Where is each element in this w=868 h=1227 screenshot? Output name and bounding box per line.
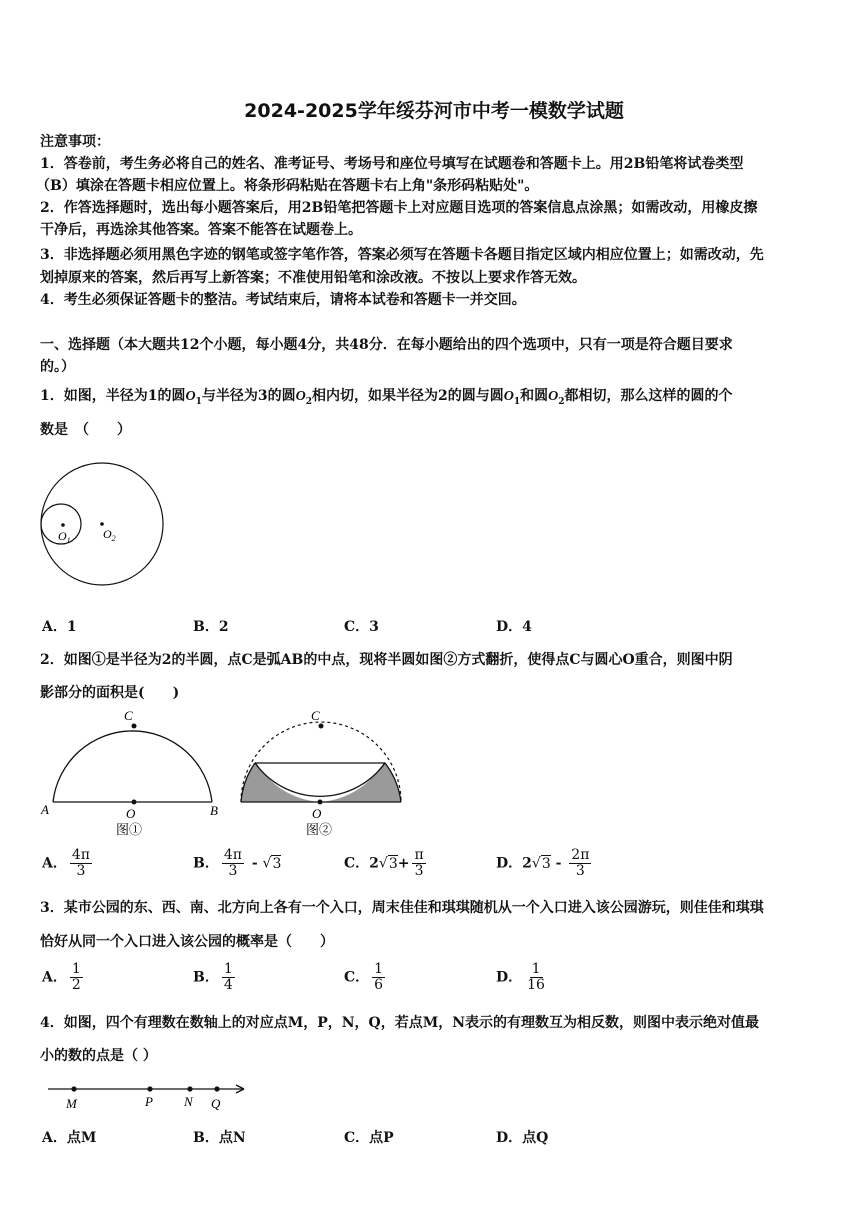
center-o2 <box>100 522 104 526</box>
question-2-text-cont: 影部分的面积是( ) <box>40 685 180 701</box>
question-3-text: 3．某市公园的东、西、南、北方向上各有一个入口，周末佳佳和琪琪随机从一个入口进入该公园游玩，则佳佳和琪琪 <box>40 900 764 916</box>
q1-option-b: B．2 <box>193 619 229 635</box>
svg-text:B: B <box>210 803 218 818</box>
q2-option-a: A． $\frac{4\pi}{3}$ <box>42 847 90 879</box>
question-2-figure <box>38 706 408 844</box>
label-m: M <box>66 1096 77 1111</box>
label-n: N <box>184 1094 193 1109</box>
point-p <box>147 1086 152 1091</box>
q3-option-d: D． $\frac{1}{16}$ <box>496 961 545 993</box>
notice-line: 干净后，再选涂其他答案。答案不能答在试题卷上。 <box>40 222 362 238</box>
question-1-text: 1．如图，半径为1的圆$O_1$与半径为3的圆$O_2$相内切，如果半径为2的圆与圆$O_1$和圆$O_2$都相切，那么这样的圆的个 <box>40 388 733 407</box>
q4-option-a: A．点M <box>42 1130 97 1146</box>
question-4-text: 4．如图，四个有理数在数轴上的对应点M，P，N，Q，若点M，N表示的有理数互为相反数，则图中表示绝对值最 <box>40 1015 760 1031</box>
section-heading: 一、选择题（本大题共12个小题，每小题4分，共48分．在每小题给出的四个选项中，只有一项是符合题目要求 <box>40 337 733 353</box>
notice-line: （B）填涂在答题卡相应位置上。将条形码粘贴在答题卡右上角"条形码粘贴处"。 <box>36 178 539 194</box>
q1-option-c: C．3 <box>344 619 379 635</box>
q4-option-b: B．点N <box>193 1130 246 1146</box>
label-o2: $O_2$ <box>103 527 116 543</box>
notice-line: 划掉原来的答案，然后再写上新答案；不准使用铅笔和涂改液。不按以上要求作答无效。 <box>40 270 586 286</box>
figure-2 <box>241 708 401 837</box>
notice-line: 1．答卷前，考生务必将自己的姓名、准考证号、考场号和座位号填写在试题卷和答题卡上。用2B铅笔将试卷类型 <box>40 156 744 172</box>
q1-option-d: D．4 <box>496 619 532 635</box>
q2-option-b: B． $\frac{4\pi}{3}$ - √3 <box>193 847 282 879</box>
notice-line: 4．考生必须保证答题卡的整洁。考试结束后，请将本试卷和答题卡一并交回。 <box>40 292 526 308</box>
center-o1 <box>61 523 65 527</box>
point-m <box>71 1086 76 1091</box>
section-heading-cont: 的。） <box>40 359 75 375</box>
svg-text:A: A <box>41 802 49 817</box>
notice-heading: 注意事项： <box>40 134 110 150</box>
svg-text:图①: 图① <box>116 822 143 837</box>
question-2-text: 2．如图①是半径为2的半圆，点C是弧AB的中点，现将半圆如图②方式翻折，使得点C与圆心O重合，则图中阴 <box>40 652 733 668</box>
q1-option-a: A．1 <box>42 619 77 635</box>
label-q: Q <box>211 1096 221 1111</box>
q2-option-c: C．2√3+ $\frac{\pi}{3}$ <box>344 847 424 879</box>
svg-text:图②: 图② <box>306 822 333 837</box>
label-p: P <box>145 1094 153 1109</box>
q4-option-d: D．点Q <box>496 1130 549 1146</box>
question-4-text-cont: 小的数的点是（ ） <box>40 1048 157 1064</box>
question-1-figure <box>36 458 170 592</box>
svg-text:O: O <box>312 806 322 821</box>
q3-option-b: B． $\frac{1}{4}$ <box>193 961 233 993</box>
question-1-text-cont: 数是 （ ） <box>40 422 131 438</box>
point-n <box>187 1086 192 1091</box>
notice-line: 2．作答选择题时，选出每小题答案后，用2B铅笔把答题卡上对应题目选项的答案信息点涂黑；如需改动，用橡皮擦 <box>40 200 758 216</box>
q3-option-a: A． $\frac{1}{2}$ <box>42 961 81 993</box>
page-title: 2024-2025学年绥芬河市中考一模数学试题 <box>244 100 624 122</box>
figure-1 <box>40 708 218 837</box>
q2-option-d: D．2√3 - $\frac{2\pi}{3}$ <box>496 847 590 879</box>
q4-option-c: C．点P <box>344 1130 394 1146</box>
point-q <box>214 1086 219 1091</box>
label-o1: $O_1$ <box>58 529 71 545</box>
svg-text:C: C <box>124 708 133 723</box>
notice-line: 3．非选择题必须用黑色字迹的钢笔或签字笔作答，答案必须写在答题卡各题目指定区域内相应位置上；如需改动，先 <box>40 247 764 263</box>
number-line-figure <box>44 1078 256 1114</box>
q3-option-c: C． $\frac{1}{6}$ <box>344 961 384 993</box>
question-3-text-cont: 恰好从同一个入口进入该公园的概率是（ ） <box>40 934 334 950</box>
svg-text:C: C <box>311 708 320 723</box>
svg-text:O: O <box>126 806 136 821</box>
